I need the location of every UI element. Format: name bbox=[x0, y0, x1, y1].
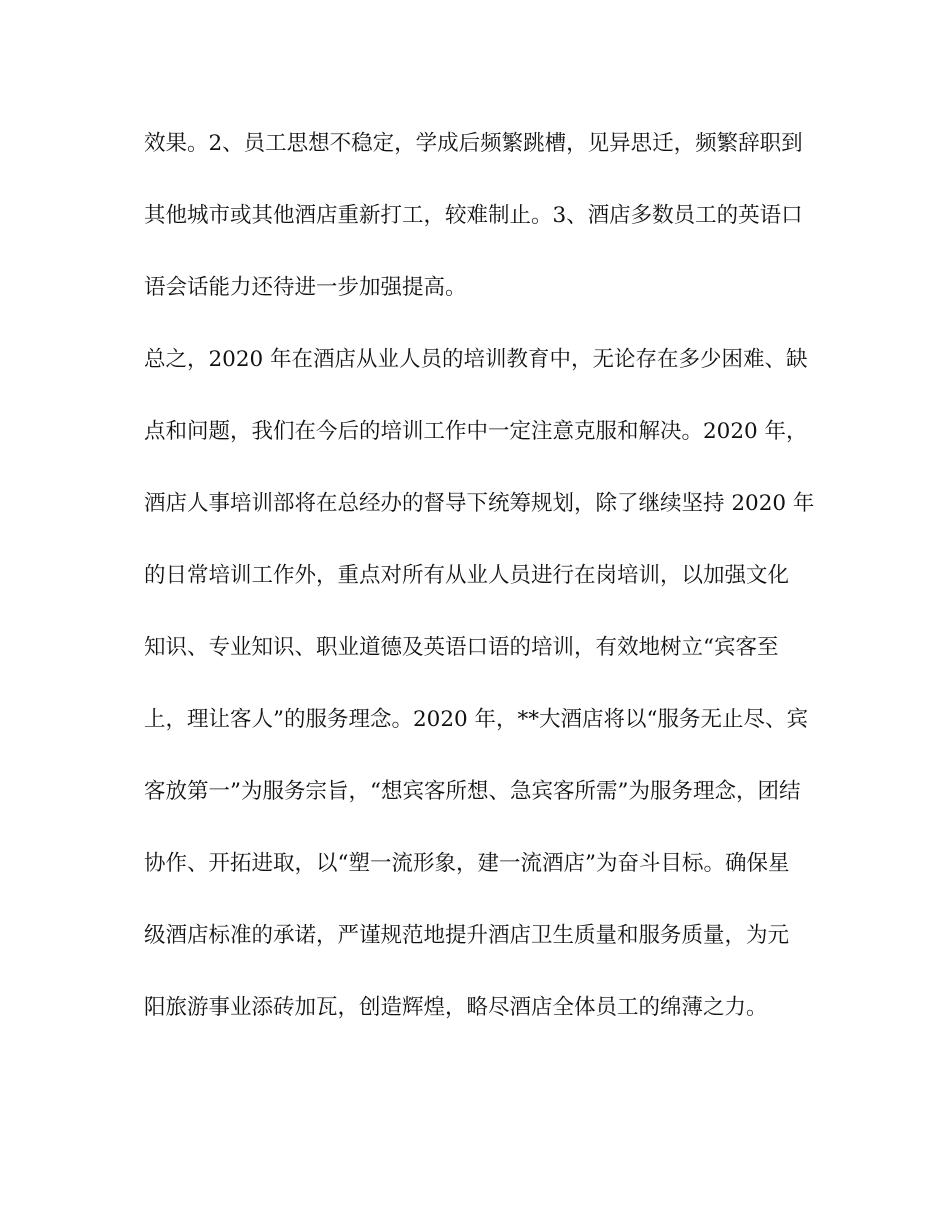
text-line: 级酒店标准的承诺，严谨规范地提升酒店卫生质量和服务质量，为元 bbox=[144, 923, 790, 948]
text-line: 客放第一”为服务宗旨，“想宾客所想、急宾客所需”为服务理念，团结 bbox=[144, 779, 801, 804]
text-line: 语会话能力还待进一步加强提高。 bbox=[144, 275, 467, 300]
text-line: 阳旅游事业添砖加瓦，创造辉煌，略尽酒店全体员工的绵薄之力。 bbox=[144, 995, 768, 1020]
text-line: 点和问题，我们在今后的培训工作中一定注意克服和解决。2020 年， bbox=[144, 419, 808, 444]
text-line: 上，理让客人”的服务理念。2020 年，**大酒店将以“服务无止尽、宾 bbox=[144, 707, 809, 732]
text-line: 效果。2、员工思想不稳定，学成后频繁跳槽，见异思迁，频繁辞职到 bbox=[144, 131, 803, 156]
text-line: 其他城市或其他酒店重新打工，较难制止。3、酒店多数员工的英语口 bbox=[144, 203, 803, 228]
text-line: 知识、专业知识、职业道德及英语口语的培训，有效地树立“宾客至 bbox=[144, 635, 779, 660]
text-line: 酒店人事培训部将在总经办的督导下统筹规划，除了继续坚持 2020 年 bbox=[144, 491, 814, 516]
text-line: 协作、开拓进取，以“塑一流形象，建一流酒店”为奋斗目标。确保星 bbox=[144, 851, 790, 876]
text-line: 总之，2020 年在酒店从业人员的培训教育中，无论存在多少困难、缺 bbox=[144, 347, 808, 372]
text-line: 的日常培训工作外，重点对所有从业人员进行在岗培训，以加强文化 bbox=[144, 563, 790, 588]
